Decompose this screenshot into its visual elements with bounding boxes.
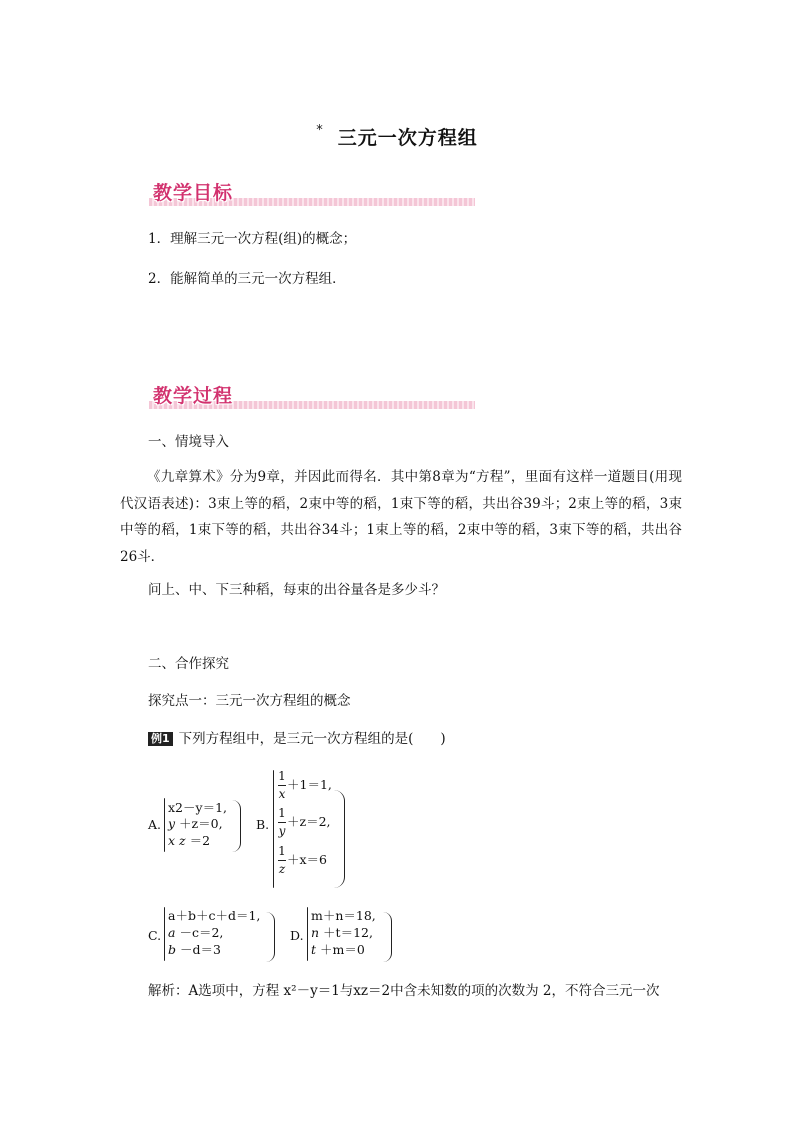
- explore-point-1: 探究点一：三元一次方程组的概念: [148, 693, 351, 709]
- option-a-label: A.: [148, 817, 162, 832]
- option-a-paren: [232, 800, 241, 852]
- option-a-brace: [164, 798, 165, 852]
- option-c-eq2: [168, 925, 223, 941]
- frac-num: 1: [278, 806, 286, 820]
- option-b-eq2-rest: ＋z＝2,: [287, 814, 331, 829]
- intro-paragraph: 《九章算术》分为9章，并因此而得名．其中第8章为“方程”，里面有这样一道题目(用现代汉语表述)：3束上等的稻，2束中等的稻，1束下等的稻，共出谷39斗；2束上等的稻，3束中等的稻，1束下等的稻，共出谷34斗；1束上等的稻，2束中等的稻，3束下等的稻，共出谷26斗．: [120, 469, 682, 565]
- example-text: 下列方程组中，是三元一次方程组的是( ): [178, 731, 446, 747]
- var: y: [168, 816, 176, 831]
- analysis-eq1: x²－y＝1: [283, 983, 340, 999]
- teaching-process-banner: [149, 383, 475, 409]
- goal-item-1: 1．理解三元一次方程(组)的概念；: [148, 231, 357, 247]
- option-d-paren: [383, 912, 392, 962]
- teaching-goals-banner: [149, 180, 475, 206]
- frac-den: [277, 788, 287, 800]
- option-a-eq1: x2－y＝1,: [168, 800, 227, 815]
- option-b-eq3-rest: ＋x＝6: [287, 852, 328, 867]
- option-d-eq3: [311, 942, 365, 958]
- var: t: [311, 942, 317, 957]
- rest: －c＝2,: [179, 925, 224, 940]
- option-b-paren: [334, 790, 345, 888]
- analysis-prefix: 解析：A选项中，方程: [148, 983, 280, 999]
- frac-num: 1: [278, 844, 286, 858]
- frac-den: [277, 825, 287, 837]
- goal-item-2: 2．能解简单的三元一次方程组．: [148, 271, 346, 287]
- option-d-label: D.: [290, 928, 304, 943]
- title-text: 三元一次方程组: [337, 127, 478, 149]
- frac-bar: [278, 785, 286, 786]
- option-a-eq2: [168, 816, 223, 832]
- var: z: [278, 862, 286, 876]
- var: x z: [168, 833, 186, 848]
- heading-intro: 一、情境导入: [148, 434, 229, 450]
- option-d-brace: [307, 907, 308, 961]
- option-d-eq1: m＋n＝18,: [311, 908, 376, 923]
- var: a: [168, 925, 176, 940]
- var: n: [311, 925, 320, 940]
- option-a-eq3: [168, 833, 210, 849]
- rest: ＝2: [189, 833, 211, 848]
- option-c-eq1: a＋b＋c＋d＝1,: [168, 908, 261, 923]
- frac-den: [277, 863, 287, 875]
- analysis-line: [148, 978, 660, 1005]
- rest: ＋z＝0,: [179, 816, 223, 831]
- option-d-eq2: [311, 925, 373, 941]
- example-1: [148, 726, 446, 753]
- option-c-brace: [164, 907, 165, 961]
- heading-cooperate: 二、合作探究: [148, 656, 229, 672]
- banner-label: 教学目标: [153, 182, 234, 204]
- frac-bar: [278, 822, 286, 823]
- option-c-label: C.: [148, 928, 162, 943]
- banner-label: 教学过程: [153, 385, 234, 407]
- analysis-mid: 与: [339, 983, 354, 999]
- analysis-suffix: 中含未知数的项的次数为 2，不符合三元一次: [390, 983, 660, 999]
- rest: －d＝3: [180, 942, 221, 957]
- rest: ＋m＝0: [320, 942, 365, 957]
- option-c-eq3: [168, 942, 221, 958]
- rest: ＋t＝12,: [323, 925, 373, 940]
- question-text: 问上、中、下三种稻，每束的出谷量各是多少斗？: [148, 582, 445, 598]
- analysis-eq2: xz＝2: [353, 983, 391, 999]
- option-c-paren: [266, 912, 275, 962]
- var: b: [168, 942, 177, 957]
- var: x: [278, 787, 286, 801]
- var: y: [278, 824, 286, 838]
- page-title: [0, 123, 794, 150]
- frac-num: 1: [278, 769, 286, 783]
- option-b-eq1-rest: ＋1＝1,: [287, 777, 332, 792]
- option-b-brace: [273, 770, 274, 888]
- example-badge: 例1: [148, 732, 173, 746]
- title-star: *: [316, 123, 324, 138]
- option-b-label: B.: [256, 817, 270, 832]
- frac-bar: [278, 860, 286, 861]
